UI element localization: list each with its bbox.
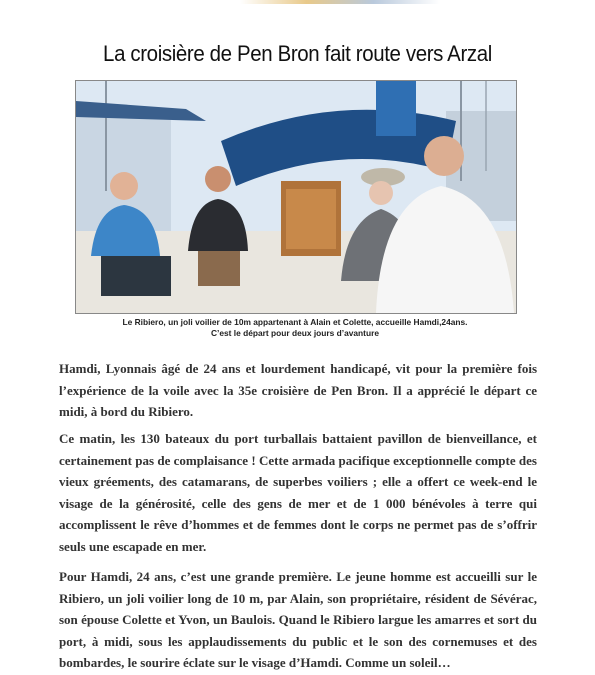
article-paragraph: Ce matin, les 130 bateaux du port turballais battaient pavillon de bienveillance, et certainement pas de complaisance ! Cette armada pacifique exceptionnelle compte des vieux gréements, des catamarans, de superbes voiliers ; elle a offert ce week-end le visage de la générosité, celle des gens de mer et de 1 000 bénévoles à terre qui accomplissent le rêve d’hommes et de femmes dont le corps ne permet pas de s’offrir seuls une escapade en mer. <box>59 431 537 554</box>
article-title: La croisière de Pen Bron fait route vers Arzal <box>103 40 492 66</box>
article-photo <box>75 80 517 314</box>
article-paragraph: Hamdi, Lyonnais âgé de 24 ans et lourdement handicapé, vit pour la première fois l’expérience de la voile avec la 35e croisière de Pen Bron. Il a apprécié le départ ce midi, à bord du Ribiero. <box>59 361 537 419</box>
caption-line: Le Ribiero, un joli voilier de 10m appartenant à Alain et Colette, accueille Hamdi,24ans. <box>122 317 468 327</box>
photo-caption <box>75 317 515 339</box>
photo-illustration <box>76 81 516 313</box>
photo-person-shorts <box>198 251 240 286</box>
caption-line: C’est le départ pour deux jours d’avanture <box>210 328 379 338</box>
photo-person-face <box>369 181 393 205</box>
photo-blue-panel <box>376 81 416 136</box>
photo-person-pants <box>101 256 171 296</box>
header-decoration <box>240 0 440 4</box>
photo-person-face <box>110 172 138 200</box>
photo-cabin-panel <box>286 189 336 249</box>
photo-person-face <box>205 166 231 192</box>
article-paragraph: Pour Hamdi, 24 ans, c’est une grande première. Le jeune homme est accueilli sur le Ribiero, un joli voilier long de 10 m, par Alain, son propriétaire, résident de Sévérac, son épouse Colette et Yvon, un Baulois. Quand le Ribiero largue les amarres et sort du port, à midi, sous les applaudissements du public et le son des cornemuses et des bombardes, le sourire éclate sur le visage d’Hamdi. Comme un soleil… <box>59 569 537 670</box>
photo-person-face <box>424 136 464 176</box>
